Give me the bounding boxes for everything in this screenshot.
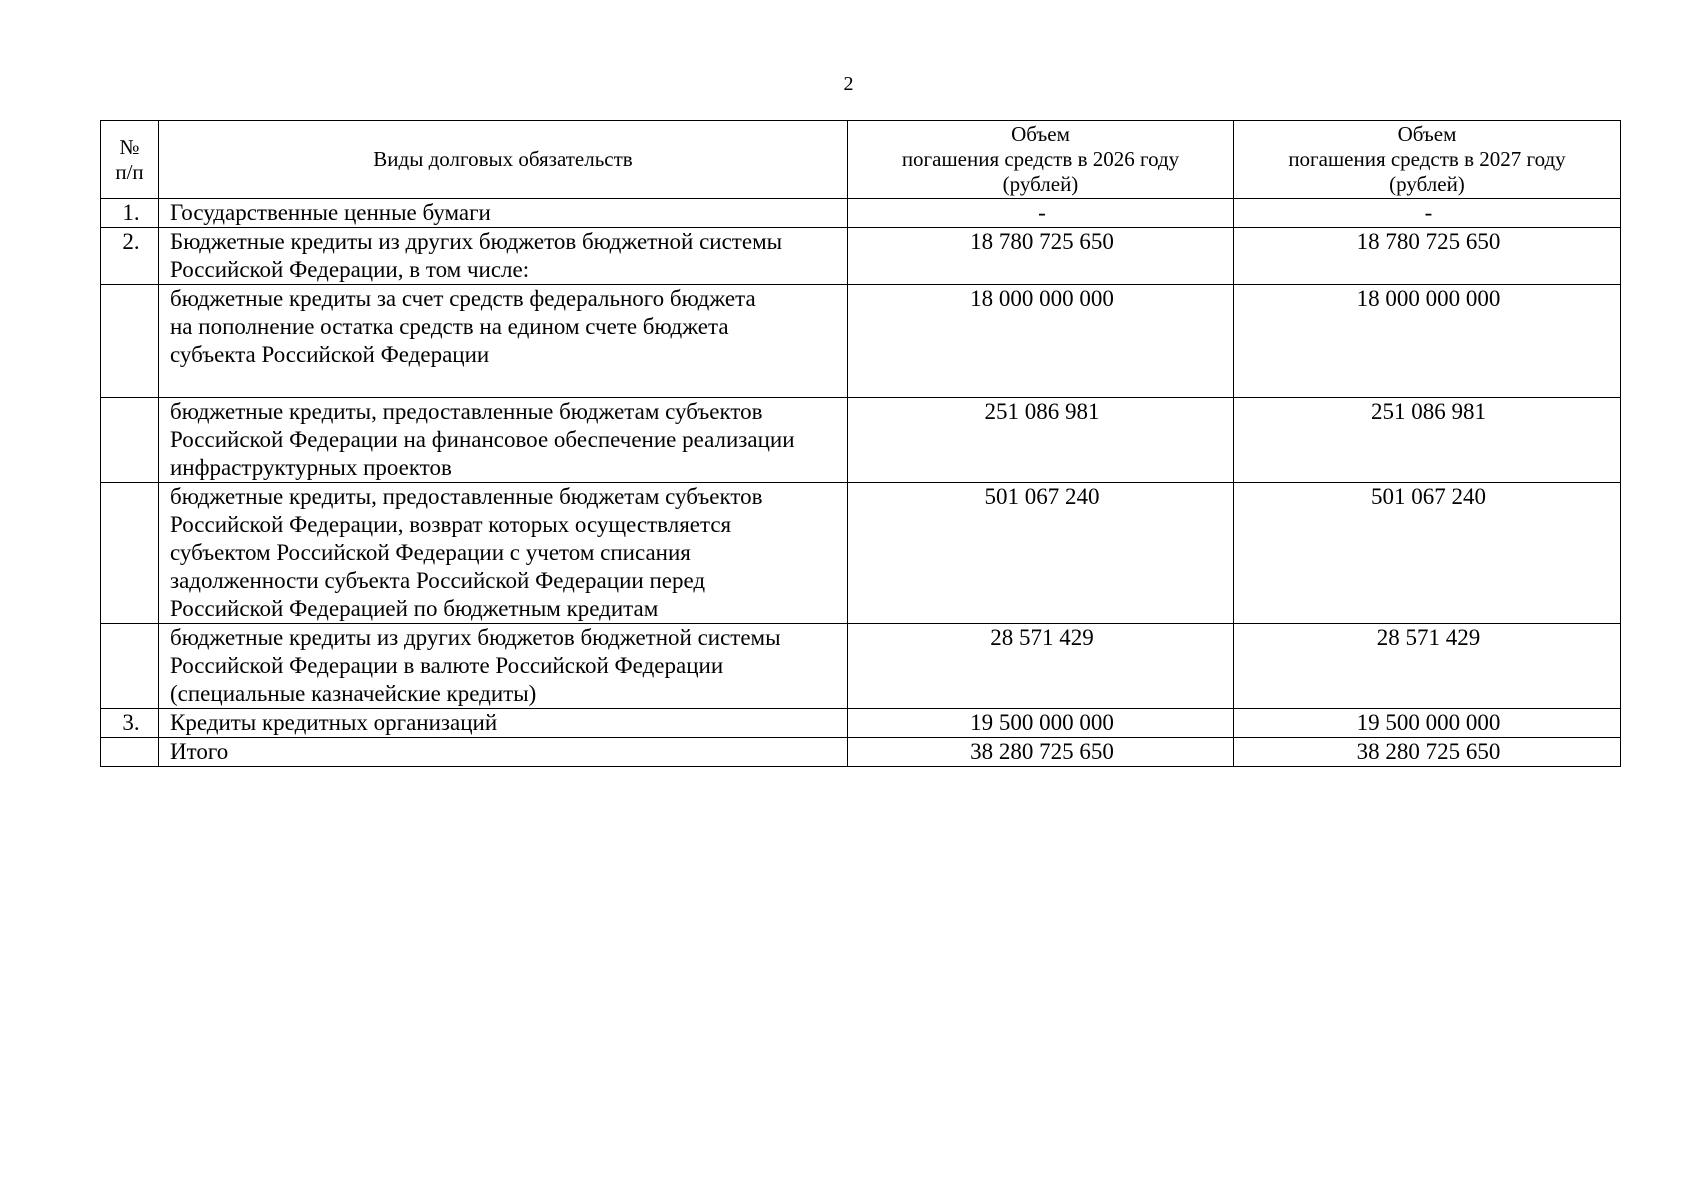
header-number: № п/п [101, 121, 159, 199]
row-number [101, 483, 159, 624]
row-volume-2027: 19 500 000 000 [1234, 709, 1621, 738]
header-debt-kind: Виды долговых обязательств [159, 121, 848, 199]
row-debt-kind: Кредиты кредитных организаций [159, 709, 848, 738]
header-volume-2027: Объем погашения средств в 2027 году (рублей) [1234, 121, 1621, 199]
total-volume-2027: 38 280 725 650 [1234, 738, 1621, 767]
table-row [101, 398, 1621, 483]
total-label: Итого [159, 738, 848, 767]
row-debt-kind: бюджетные кредиты из других бюджетов бюджетной системы Российской Федерации в валюте Российской Федерации (специальные казначейские кредиты) [159, 624, 848, 709]
row-debt-kind: бюджетные кредиты, предоставленные бюджетам субъектов Российской Федерации на финансовое обеспечение реализации инфраструктурных проектов [159, 398, 848, 483]
header-volume-2026: Объем погашения средств в 2026 году (рублей) [848, 121, 1234, 199]
row-volume-2027: 18 000 000 000 [1234, 285, 1621, 398]
table-row [101, 624, 1621, 709]
row-volume-2026: 19 500 000 000 [848, 709, 1234, 738]
row-number [101, 285, 159, 398]
table-row [101, 285, 1621, 398]
row-number [101, 398, 159, 483]
row-volume-2027: 28 571 429 [1234, 624, 1621, 709]
row-number [101, 624, 159, 709]
table-header-row [101, 121, 1621, 199]
row-number [101, 738, 159, 767]
row-volume-2026: 251 086 981 [848, 398, 1234, 483]
row-volume-2026: 18 000 000 000 [848, 285, 1234, 398]
page-number: 2 [843, 73, 854, 95]
table-row [101, 709, 1621, 738]
row-volume-2027: 18 780 725 650 [1234, 228, 1621, 285]
row-number: 3. [101, 709, 159, 738]
row-volume-2026: 501 067 240 [848, 483, 1234, 624]
row-volume-2026: - [848, 199, 1234, 228]
total-volume-2026: 38 280 725 650 [848, 738, 1234, 767]
row-number: 1. [101, 199, 159, 228]
debt-repayment-table [100, 120, 1621, 767]
total-row [101, 738, 1621, 767]
row-debt-kind: бюджетные кредиты за счет средств федерального бюджета на пополнение остатка средств на едином счете бюджета субъекта Российской Федерации [159, 285, 848, 398]
row-volume-2027: - [1234, 199, 1621, 228]
row-debt-kind: Государственные ценные бумаги [159, 199, 848, 228]
row-volume-2027: 501 067 240 [1234, 483, 1621, 624]
row-number: 2. [101, 228, 159, 285]
row-debt-kind: Бюджетные кредиты из других бюджетов бюджетной системы Российской Федерации, в том числе: [159, 228, 848, 285]
row-volume-2026: 28 571 429 [848, 624, 1234, 709]
row-volume-2027: 251 086 981 [1234, 398, 1621, 483]
row-volume-2026: 18 780 725 650 [848, 228, 1234, 285]
row-debt-kind: бюджетные кредиты, предоставленные бюджетам субъектов Российской Федерации, возврат которых осуществляется субъектом Российской Федерации с учетом списания задолженности субъекта Российской Федерации перед Российской Федерацией по бюджетным кредитам [159, 483, 848, 624]
table-row [101, 483, 1621, 624]
table-row [101, 228, 1621, 285]
table-row [101, 199, 1621, 228]
